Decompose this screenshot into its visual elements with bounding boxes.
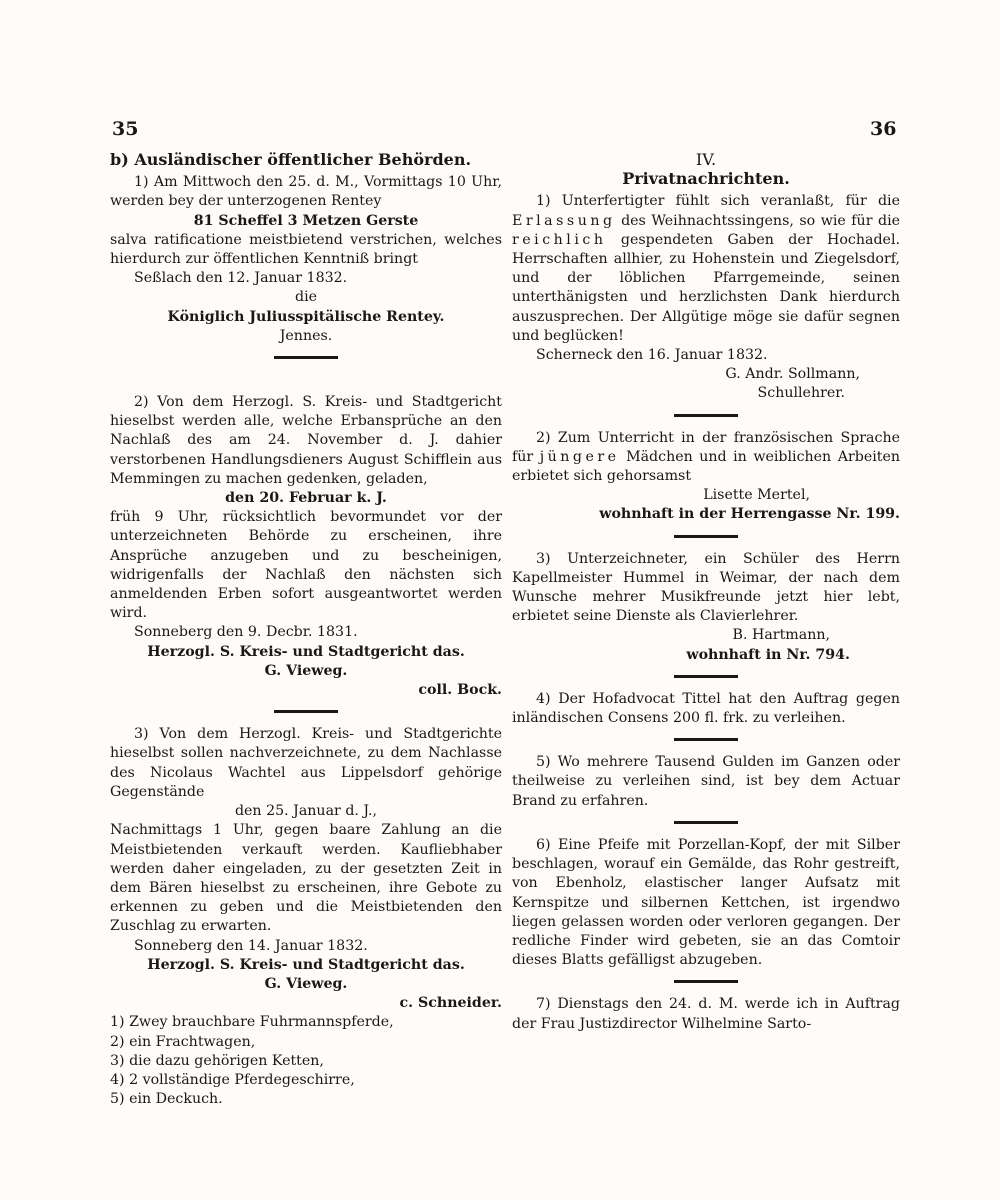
signature-name: Lisette Mertel, [703,487,810,504]
spaced-text: reichlich [512,231,607,248]
page-number-right: 36 [870,118,897,140]
notice-text: 1) Am Mittwoch den 25. d. M., Vormittags 10 Uhr, werden bey der unterzogenen Rentey [110,174,502,210]
address: wohnhaft in Nr. 794. [686,646,850,663]
notice-1 [110,173,502,346]
notice-5: 5) Wo mehrere Tausend Gulden im Ganzen oder theilweise zu verleihen sind, ist bey dem Actuar Brand zu erfahren. [512,754,900,809]
notice-item: 81 Scheffel 3 Metzen Gerste [193,212,419,229]
separator-rule [674,738,738,741]
authority-signature: Herzogl. S. Kreis- und Stadtgericht das. [147,643,465,660]
notice-text [512,429,900,487]
text-run: des Weihnachtssingens, so wie für die [615,212,900,229]
separator-rule [674,821,738,824]
separator-rule [674,535,738,538]
text-run: gespendeten Gaben der Hochadel. Herrschaften allhier, zu Hohenstein und Ziegelsdorf, und der löblichen Pfarrgemeinde, seinen unterthänigsten und herzlichsten Dank hierdurch auszusprechen. Der Allgütige möge sie dafür segnen und beglücken! [512,231,900,344]
notice-text: 2) Von dem Herzogl. S. Kreis- und Stadtgericht hieselbst werden alle, welche Erbansprüche an den Nachlaß des am 24. November d. J. dahier verstorbenen Handlungsdieners August Schifflein aus Memmingen zu machen gedenken, geladen, [110,394,502,487]
section-heading: Privatnachrichten. [622,169,790,189]
text-run: Mädchen und in weiblichen Arbeiten erbietet sich gehorsamst [512,448,900,485]
list-item: 3) die dazu gehörigen Ketten, [110,1052,324,1069]
separator-rule [674,414,738,417]
notice-6: 6) Eine Pfeife mit Porzellan-Kopf, der mit Silber beschlagen, worauf ein Gemälde, das Rohr gestreift, von Ebenholz, elastischer langer Aufsatz mit Kernspitze und silbernen Kettchen, ist irgendwo liegen gelassen worden oder verloren gegangen. Der redliche Finder wird gebeten, sie an das Comtoir dieses Blatts gefälligst abzugeben. [512,836,900,969]
notice-3 [512,550,900,665]
text-run: 2) Zum Unterricht in der französischen Sprache für [512,429,900,465]
separator-rule [274,356,338,359]
place-date: Sonneberg den 14. Januar 1832. [134,937,368,954]
notice-date: den 25. Januar d. J., [234,803,378,820]
notice-text: 3) Unterzeichneter, ein Schüler des Herrn Kapellmeister Hummel in Weimar, der nach dem Wunsche mehrer Musikfreunde jetzt hier lebt, erbietet seine Dienste als Clavierlehrer. [512,550,900,625]
authority-signature: Herzogl. S. Kreis- und Stadtgericht das. [147,956,465,973]
spaced-text: jüngere [539,448,620,465]
separator-rule [274,710,338,713]
notice-text: salva ratificatione meistbietend verstrichen, welches hierdurch zur öffentlichen Kenntniß bringt [110,231,502,268]
notice-text: 3) Von dem Herzogl. Kreis- und Stadtgerichte hieselbst sollen nachverzeichnete, zu dem Nachlasse des Nicolaus Wachtel aus Lippelsdorf gehörige Gegenstände [110,726,502,800]
list-item: 5) ein Deckuch. [110,1091,223,1108]
notice-text: früh 9 Uhr, rücksichtlich bevormundet vor der unterzeichneten Behörde zu erscheinen, ihre Ansprüche anzugeben und zu bescheinigen, widrigenfalls der Nachlaß den nächsten sich anmeldenden Erben sofort ausgeantwortet werden wird. [110,509,502,622]
signature-name: G. Vieweg. [264,662,348,679]
signature-name: Jennes. [279,327,333,344]
place-date: Scherneck den 16. Januar 1832. [536,347,768,364]
left-column [110,150,502,1109]
separator-rule [674,980,738,983]
item-list [110,1013,502,1109]
notice-date: den 20. Februar k. J. [225,490,387,507]
notice-4: 4) Der Hofadvocat Tittel hat den Auftrag gegen inländischen Consens 200 fl. frk. zu verleihen. [512,690,900,727]
right-column [512,150,900,1034]
signature-name: G. Vieweg. [264,975,348,992]
notice-text: Nachmittags 1 Uhr, gegen baare Zahlung an die Meistbietenden verkauft werden. Kaufliebhaber werden daher eingeladen, zu der gesetzten Zeit in dem Bären hieselbst zu erscheinen, ihre Gebote zu erkennen zu geben und die Meistbietenden den Zuschlag zu erwarten. [110,822,502,935]
notice-text [512,192,900,346]
list-item: 1) Zwey brauchbare Fuhrmannspferde, [110,1014,394,1031]
spaced-text: Erlassung [512,212,616,229]
authority-signature: Königlich Juliusspitälische Rentey. [167,308,445,325]
signature-name: c. Schneider. [399,995,502,1012]
section-number: IV. [695,150,717,169]
signature-name: coll. Bock. [418,682,502,699]
signature-title: Schullehrer. [757,385,845,402]
list-item: 2) ein Frachtwagen, [110,1033,256,1050]
page-number-left: 35 [112,118,139,140]
place-date: Sonneberg den 9. Decbr. 1831. [134,624,358,641]
notice-2 [512,429,900,525]
section-heading: b) Ausländischer öffentlicher Behörden. [110,150,472,169]
notice-7: 7) Dienstags den 24. d. M. werde ich in Auftrag der Frau Justizdirector Wilhelmine Sarto- [512,996,900,1032]
list-item: 4) 2 vollständige Pferdegeschirre, [110,1071,355,1088]
place-date: Seßlach den 12. Januar 1832. [134,270,348,287]
signature-name: G. Andr. Sollmann, [725,366,860,383]
notice-2 [110,393,502,700]
signature-name: B. Hartmann, [732,627,830,644]
separator-rule [674,675,738,678]
address: wohnhaft in der Herrengasse Nr. 199. [599,506,900,523]
notice-1 [512,192,900,403]
notice-text: die [294,289,317,306]
text-run: 1) Unterfertigter fühlt sich veranlaßt, für die [536,193,900,210]
notice-3 [110,725,502,1109]
